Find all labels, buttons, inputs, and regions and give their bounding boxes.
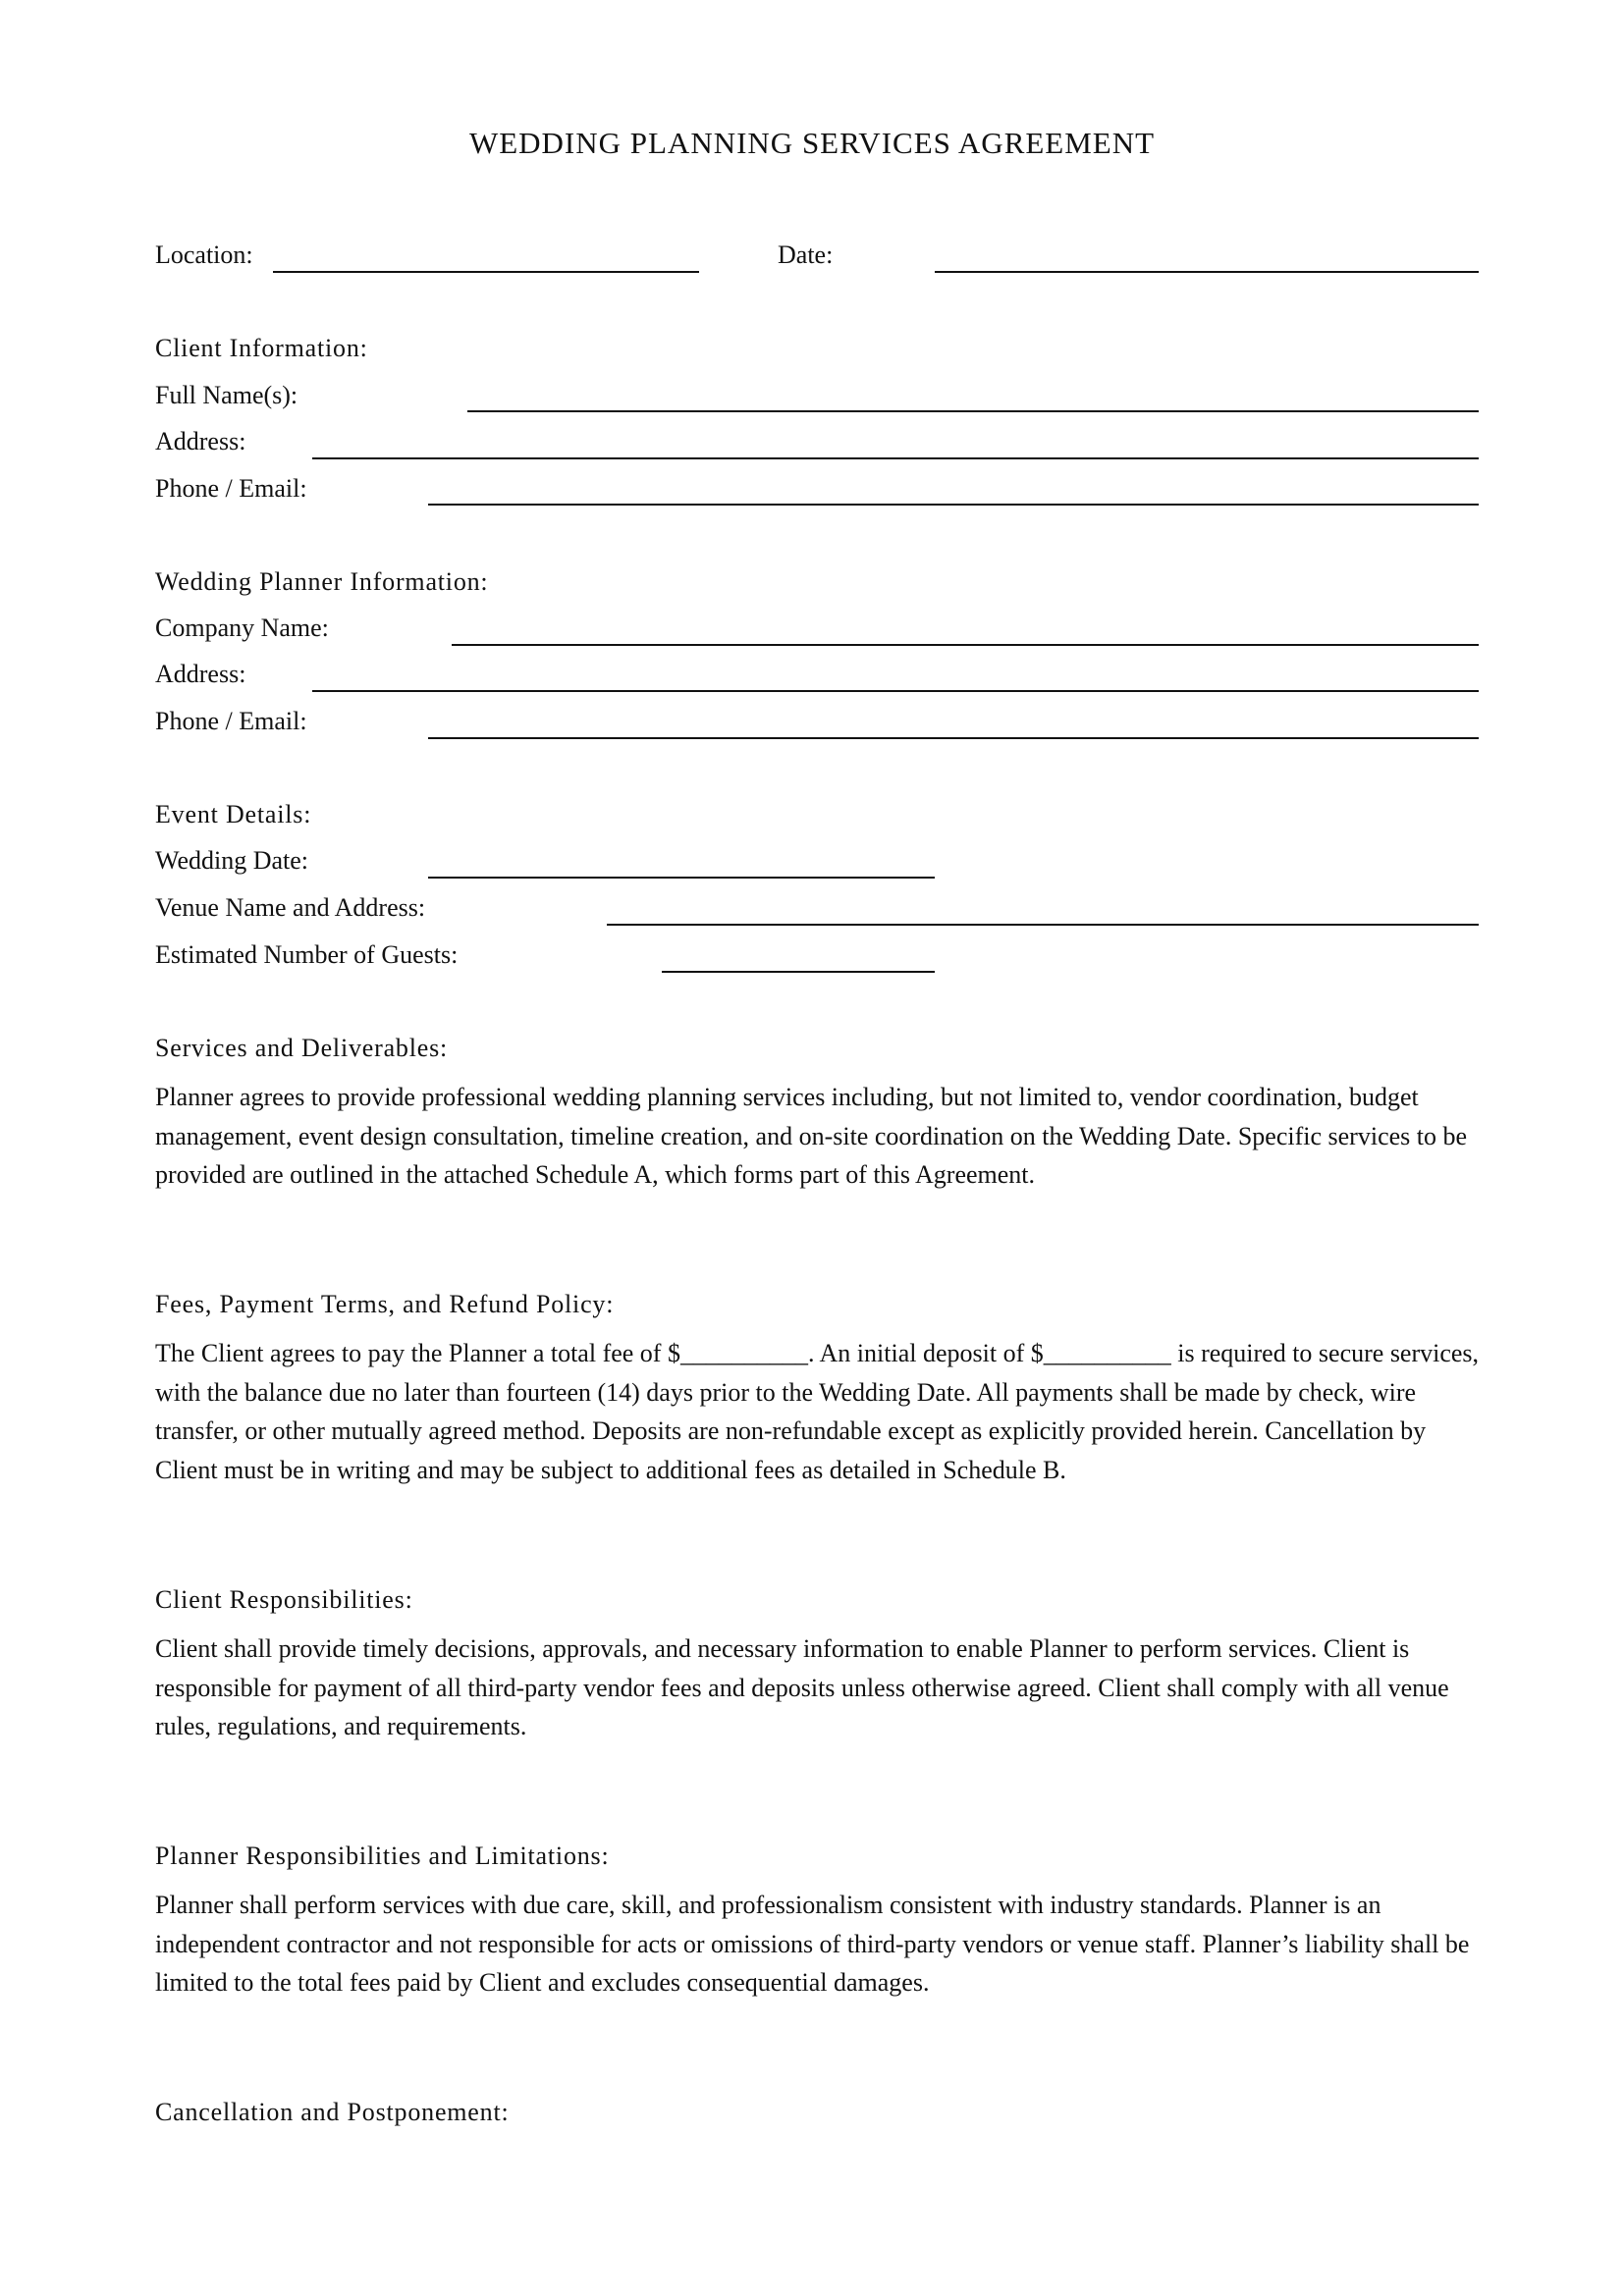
location-label: Location:	[155, 240, 253, 269]
client-responsibilities-heading: Client Responsibilities:	[155, 1585, 413, 1614]
venue-field[interactable]	[607, 924, 1479, 926]
guests-label: Estimated Number of Guests:	[155, 940, 459, 969]
fees-body: The Client agrees to pay the Planner a total fee of $__________. An initial deposit of $__________ is required to secure services, with the balance due no later than fourteen (14) days prior to the Wedding Date. All payments shall be made by check, wire transfer, or other mutually agreed method. Deposits are non-refundable except as explicitly provided herein. Cancellation by Client must be in writing and may be subject to additional fees as detailed in Schedule B.	[155, 1339, 1480, 1484]
event-details-heading: Event Details:	[155, 800, 312, 828]
wedding-date-field[interactable]	[428, 877, 935, 879]
wedding-date-label: Wedding Date:	[155, 846, 309, 875]
fees-heading: Fees, Payment Terms, and Refund Policy:	[155, 1290, 615, 1318]
guests-field[interactable]	[662, 971, 935, 973]
planner-phone-email-label: Phone / Email:	[155, 707, 307, 735]
date-label: Date:	[778, 240, 834, 269]
planner-phone-email-field[interactable]	[428, 737, 1479, 739]
cancellation-heading: Cancellation and Postponement:	[155, 2098, 510, 2126]
planner-address-field[interactable]	[312, 690, 1479, 692]
document-title: WEDDING PLANNING SERVICES AGREEMENT	[468, 126, 1156, 160]
client-phone-email-field[interactable]	[428, 504, 1479, 506]
planner-responsibilities-heading: Planner Responsibilities and Limitations:	[155, 1842, 610, 1870]
client-info-heading: Client Information:	[155, 334, 368, 362]
planner-company-label: Company Name:	[155, 614, 329, 642]
client-responsibilities-body: Client shall provide timely decisions, approvals, and necessary information to enable Planner to perform services. Client is responsible for payment of all third-party vendor fees and deposits unless otherwise agreed. Client shall comply with all venue rules, regulations, and requirements.	[155, 1634, 1449, 1740]
client-full-names-label: Full Name(s):	[155, 381, 298, 409]
planner-responsibilities-body: Planner shall perform services with due care, skill, and professionalism consistent with industry standards. Planner is an independent contractor and not responsible for acts or omissions of third-party vendors or venue staff. Planner’s liability shall be limited to the total fees paid by Client and excludes consequential damages.	[155, 1891, 1470, 1997]
planner-info-heading: Wedding Planner Information:	[155, 567, 489, 596]
date-field[interactable]	[935, 271, 1479, 273]
client-address-field[interactable]	[312, 457, 1479, 459]
client-phone-email-label: Phone / Email:	[155, 474, 307, 503]
venue-label: Venue Name and Address:	[155, 893, 426, 922]
services-body: Planner agrees to provide professional wedding planning services including, but not limited to, vendor coordination, budget management, event design consultation, timeline creation, and on-site coordination on the Wedding Date. Specific services to be provided are outlined in the attached Schedule A, which forms part of this Agreement.	[155, 1083, 1468, 1189]
planner-company-field[interactable]	[452, 644, 1479, 646]
location-field[interactable]	[273, 271, 699, 273]
client-address-label: Address:	[155, 427, 246, 455]
client-full-names-field[interactable]	[467, 410, 1479, 412]
planner-address-label: Address:	[155, 660, 246, 688]
services-heading: Services and Deliverables:	[155, 1034, 449, 1062]
